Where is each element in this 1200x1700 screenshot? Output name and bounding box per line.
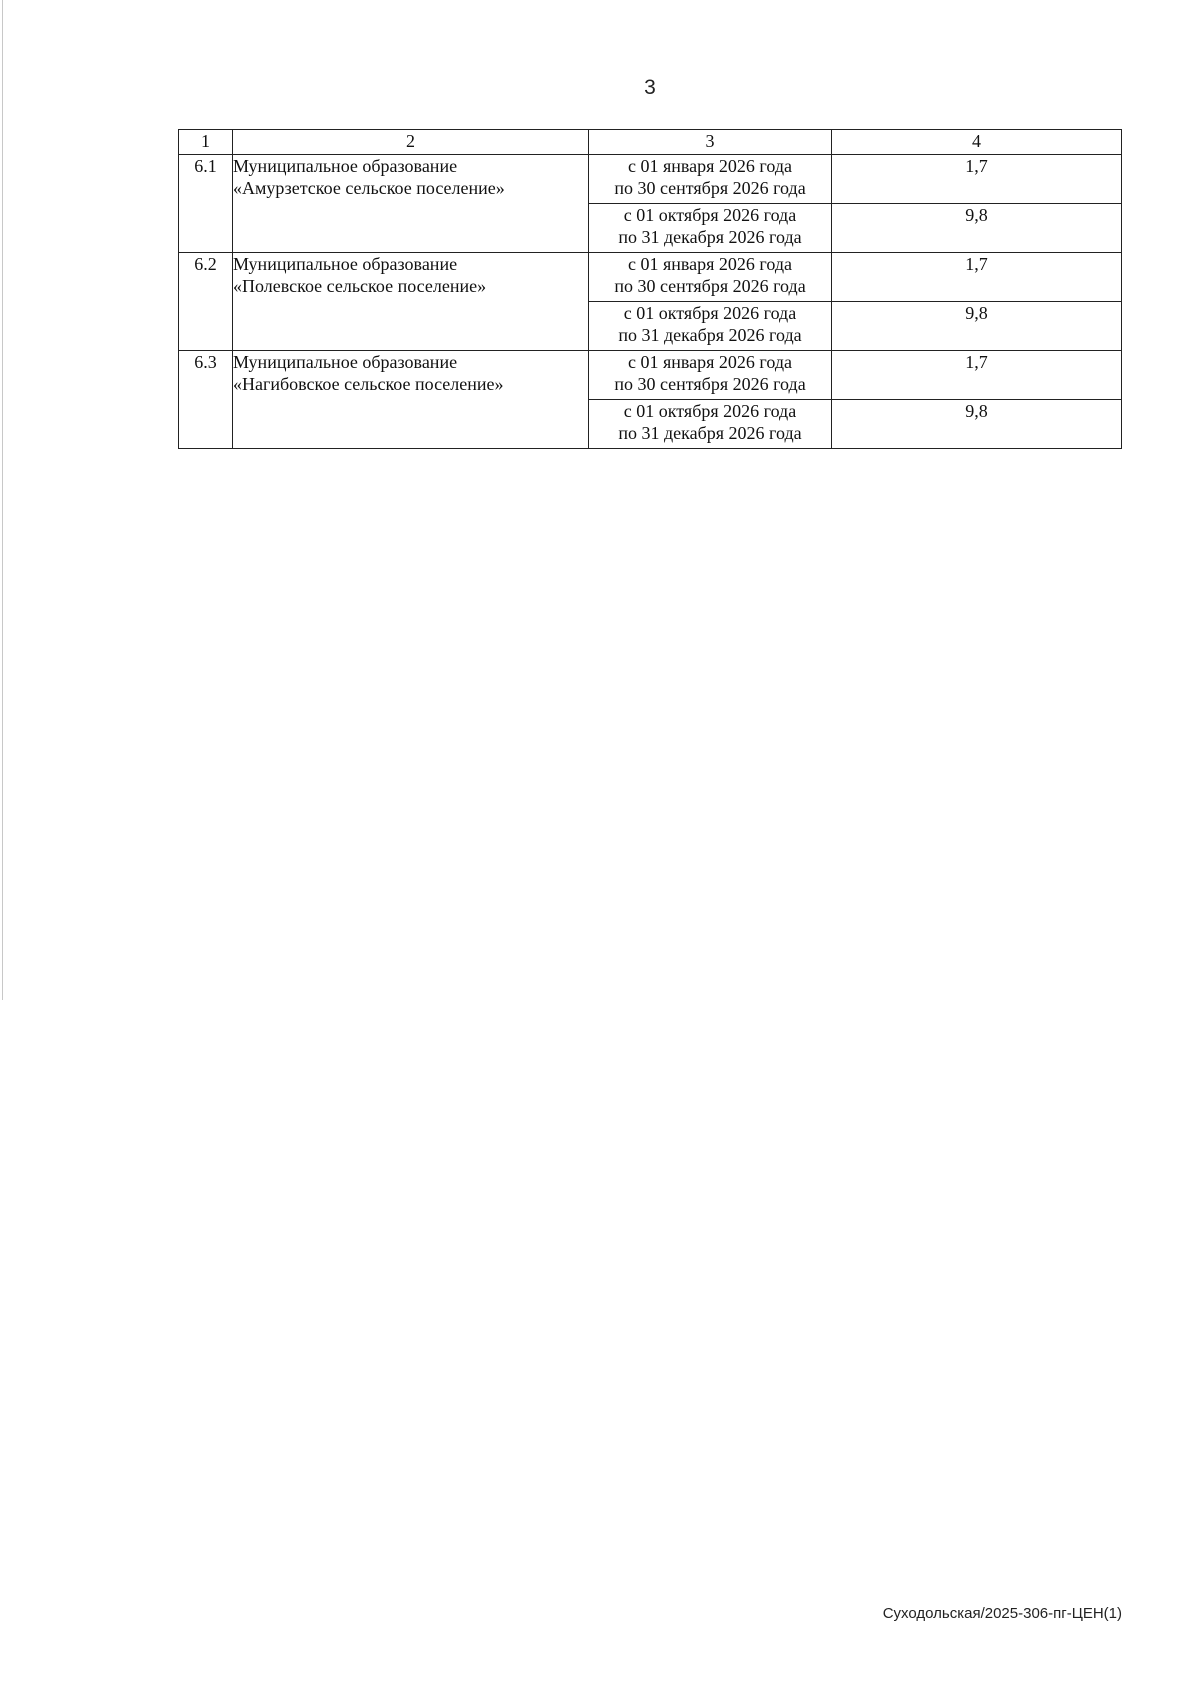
value-cell: 1,7 <box>832 351 1122 400</box>
value-cell: 9,8 <box>832 302 1122 351</box>
period-line: с 01 октября 2026 года <box>623 303 797 323</box>
row-number: 6.2 <box>179 253 233 351</box>
municipality-name <box>233 351 589 449</box>
header-cell: 2 <box>233 130 589 155</box>
name-line: «Нагибовское сельское поселение» <box>233 374 504 394</box>
header-cell: 3 <box>589 130 832 155</box>
name-line: Муниципальное образование <box>233 156 458 176</box>
period-line: по 30 сентября 2026 года <box>614 374 806 394</box>
period-cell <box>589 253 832 302</box>
name-line: «Полевское сельское поселение» <box>233 276 487 296</box>
row-number: 6.3 <box>179 351 233 449</box>
period-line: по 31 декабря 2026 года <box>618 423 802 443</box>
period-line: по 30 сентября 2026 года <box>614 178 806 198</box>
value-cell: 1,7 <box>832 155 1122 204</box>
value-cell: 9,8 <box>832 400 1122 449</box>
period-cell <box>589 204 832 253</box>
period-cell <box>589 155 832 204</box>
period-cell <box>589 351 832 400</box>
period-line: с 01 января 2026 года <box>628 352 792 372</box>
period-line: по 31 декабря 2026 года <box>618 227 802 247</box>
row-number: 6.1 <box>179 155 233 253</box>
name-line: «Амурзетское сельское поселение» <box>233 178 505 198</box>
period-line: с 01 октября 2026 года <box>623 205 797 225</box>
period-line: с 01 января 2026 года <box>628 254 792 274</box>
tariff-table <box>178 129 1122 449</box>
municipality-name <box>233 253 589 351</box>
table-row <box>179 253 1122 302</box>
header-cell: 4 <box>832 130 1122 155</box>
document-code-footer: Суходольская/2025-306-пг-ЦЕН(1) <box>882 1605 1122 1622</box>
period-cell <box>589 302 832 351</box>
header-cell: 1 <box>179 130 233 155</box>
value-cell: 9,8 <box>832 204 1122 253</box>
period-line: по 31 декабря 2026 года <box>618 325 802 345</box>
name-line: Муниципальное образование <box>233 352 458 372</box>
period-line: по 30 сентября 2026 года <box>614 276 806 296</box>
period-cell <box>589 400 832 449</box>
page-number: 3 <box>644 76 656 99</box>
period-line: с 01 октября 2026 года <box>623 401 797 421</box>
value-cell: 1,7 <box>832 253 1122 302</box>
table-row <box>179 351 1122 400</box>
period-line: с 01 января 2026 года <box>628 156 792 176</box>
name-line: Муниципальное образование <box>233 254 458 274</box>
scan-edge-line <box>2 0 3 1000</box>
table-header-row <box>179 130 1122 155</box>
table-row <box>179 155 1122 204</box>
municipality-name <box>233 155 589 253</box>
